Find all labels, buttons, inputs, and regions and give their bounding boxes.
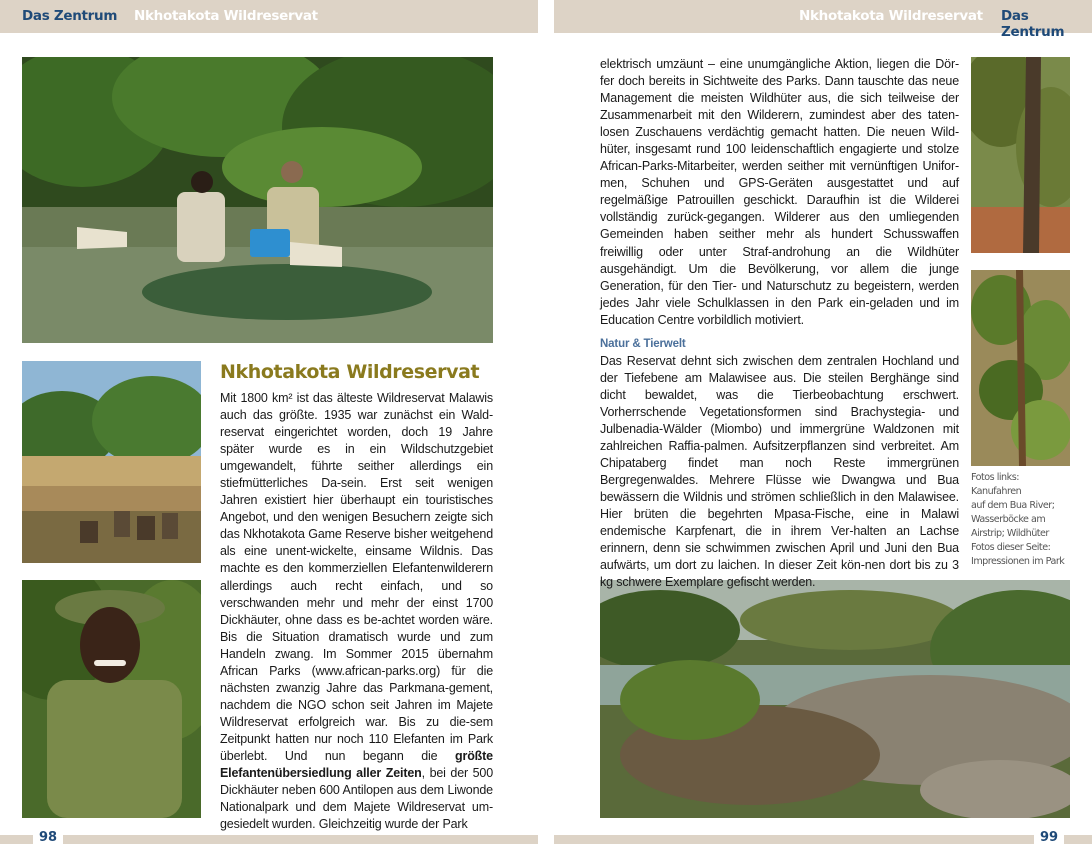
page-number-right: 99 <box>1034 830 1064 845</box>
page-number-left: 98 <box>33 830 63 845</box>
footer-band-left <box>0 835 538 844</box>
caption-line: Fotos links: Kanufahren <box>971 472 1022 497</box>
header-chapter-right: Nkhotakota Wildreservat <box>799 8 983 24</box>
photo-tree-trunk <box>971 57 1070 253</box>
photo-leaves <box>971 270 1070 466</box>
left-column-text <box>220 390 493 833</box>
photo-ranger <box>22 580 201 818</box>
left-text-part2: , bei der 500 Dickhäuter neben 600 Antilopen aus dem Liwonde Nationalpark und dem Majete Wildreservat um-gesiedelt wurden. Gleichzeitig wurde der Park <box>220 766 493 832</box>
photo-canoe-river <box>22 57 493 343</box>
caption-line: Fotos dieser Seite: <box>971 542 1051 553</box>
photo-waterbucks <box>22 361 201 563</box>
caption-line: Airstrip; Wildhüter <box>971 528 1049 539</box>
left-text-part1: Mit 1800 km² ist das älteste Wildreservat Malawis auch das größte. 1935 war zunächst ein Wald-reservat eingerichtet worden, doch 19 Jahre später wurde es in ein Wildschutzgebiet umgewandelt, führte seither allerdings ein stiefmütterliches Da-sein. Erst seit wenigen Jahren existiert hier überhaupt ein touristisches Angebot, und den wenigen Besuchern zeigte sich das Nkhotakota Game Reserve bisher weitgehend als eine unent-wickelte, einsame Wildnis. Das machte es den kommerziellen Elefantenwilderern allerdings auch recht einfach, und so verschwanden mehr und mehr der einst 1700 Dickhäuter, ohne dass es be-achtet worden wäre. Bis die Situation dramatisch wurde und zum Handeln zwang. Im Sommer 2015 übernahm African Parks (www.african-parks.org) für die nächsten zwanzig Jahre das Parkmana-gement, nachdem die NGO schon seit Jahren im Majete Wildreservat erfolgreich war. Bis zu die-sem Zeitpunkt hatten nur noch 110 Elefanten im Park überlebt. Und nun begann die <box>220 391 493 763</box>
left-column <box>220 390 493 833</box>
caption-line: Impressionen im Park <box>971 556 1065 567</box>
right-column-paragraph-1: elektrisch umzäunt – eine unumgängliche Aktion, liegen die Dör-fer doch bereits in Sichtweite des Parks. Dann tauschte das neue Management die meisten Wildhüter aus, die sich teilweise der Zusammenarbeit mit den Wilderern, zumindest aber des taten-losen Zuschauens verdächtig gemacht hatten. Die neuen Wild-hüter, insgesamt rund 100 leidenschaftlich engagierte und stolze African-Parks-Mitarbeiter, werden seither mit vernünftigen Unifor-men, Schuhen und GPS-Geräten ausgestattet und auf regelmäßige Patrouillen geschickt. Daraufhin ist die Wilderei vollständig zurück-gegangen. Wilderer aus den umliegenden Gemeinden haben seither mehr als hundert Schusswaffen freiwillig oder unter Straf-androhung an die Wildhüter ausgehändigt. Um die Bevölkerung, vor allem die junge Generation, für den Tier- und Naturschutz zu begeistern, werden jedes Jahr viele Schulklassen in den Park ein-geladen und im Education Centre vorbildlich motiviert. <box>600 57 959 327</box>
subheading-nature: Natur & Tierwelt <box>600 337 686 350</box>
right-column-paragraph-2: Das Reservat dehnt sich zwischen dem zentralen Hochland und der Tiefebene am Malawisee aus. Die steilen Berghänge sind dicht bewaldet, was die Tierbeobachtung erschwert. Vorherrschende Vegetationsformen sind Brachystegia- und Julbenadia-Wälder (Miombo) und immergrüne Waldzonen mit zahlreichen Raffia-palmen. Aufsitzerpflanzen sind verbreitet. Am Chipataberg findet man noch Reste immergrünen Bergregenwaldes. Mehrere Flüsse wie Dwangwa und Bua bewässern die Wildnis und strömen schließlich in den Malawisee. Hier brüten die begehrten Mpasa-Fische, eine in Malawi endemische Karpfenart, die in ihrem Ver-halten an Lachse erinnern, denn sie schwimmen zwischen April und Juni den Bua aufwärts, um dort zu laichen. In dieser Zeit kön-nen dort bis zu 3 kg schwere Exemplare gefischt werden. <box>600 353 959 590</box>
header-chapter-left: Nkhotakota Wildreservat <box>134 8 318 24</box>
left-text-highlight: größte Elefantenübersiedlung aller Zeiten <box>220 748 493 781</box>
caption-line: Wasserböcke am <box>971 514 1046 525</box>
header-section-right: Das Zentrum <box>1001 8 1065 40</box>
header-section-left: Das Zentrum <box>22 8 118 24</box>
right-column <box>600 56 959 591</box>
photo-caption <box>971 471 1071 569</box>
article-title: Nkhotakota Wildreservat <box>220 361 480 383</box>
footer-band-right <box>554 835 1092 844</box>
caption-line: auf dem Bua River; <box>971 500 1055 511</box>
photo-river-rocks <box>600 580 1070 818</box>
